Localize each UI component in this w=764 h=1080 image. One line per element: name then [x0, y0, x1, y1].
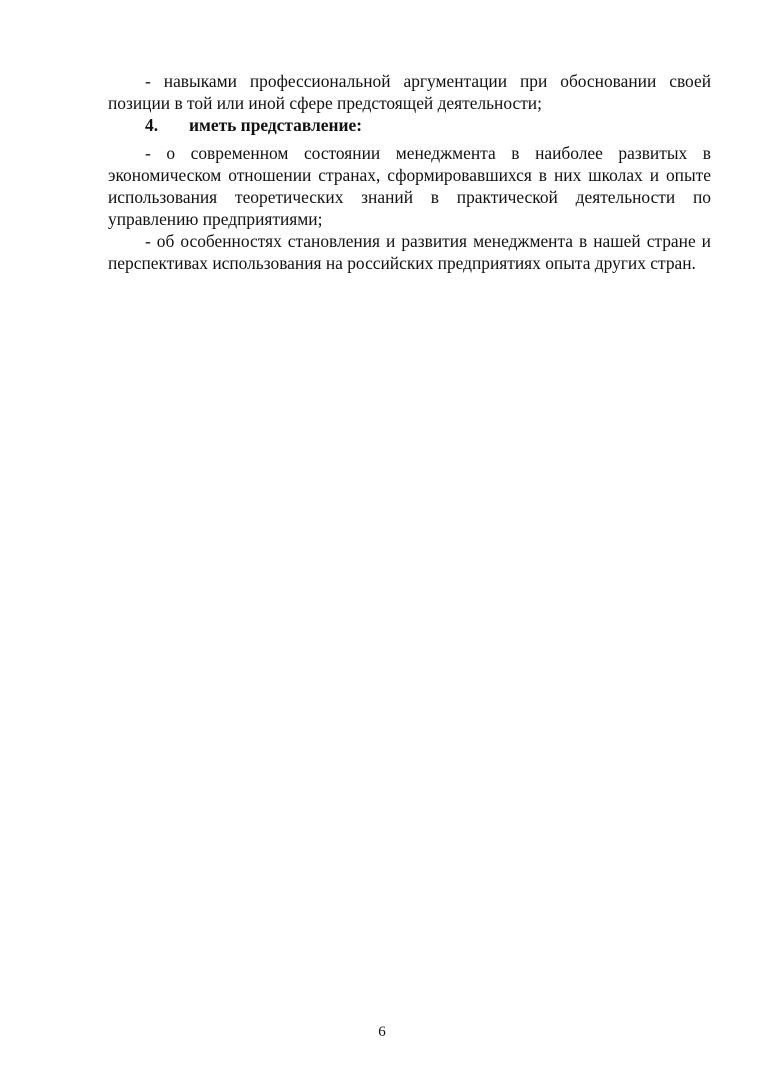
- section-heading: [108, 114, 711, 136]
- paragraph-russian-management: - об особенностях становления и развития менеджмента в нашей стране и перспективах использования на российских предприятиях опыта других стран.: [108, 231, 711, 273]
- paragraph-argumentation-skills: - навыками профессиональной аргументации при обосновании своей позиции в той или иной сфере предстоящей деятельности;: [108, 71, 711, 113]
- section-title: иметь представление:: [189, 115, 363, 135]
- page-number: 6: [378, 1024, 386, 1040]
- section-number: 4.: [145, 115, 159, 135]
- page-body: [108, 70, 711, 274]
- paragraph-modern-management: - о современном состоянии менеджмента в наиболее развитых в экономическом отношении странах, сформировавшихся в них школах и опыте использования теоретических знаний в практической деятельности по управлению предприятиями;: [108, 143, 711, 229]
